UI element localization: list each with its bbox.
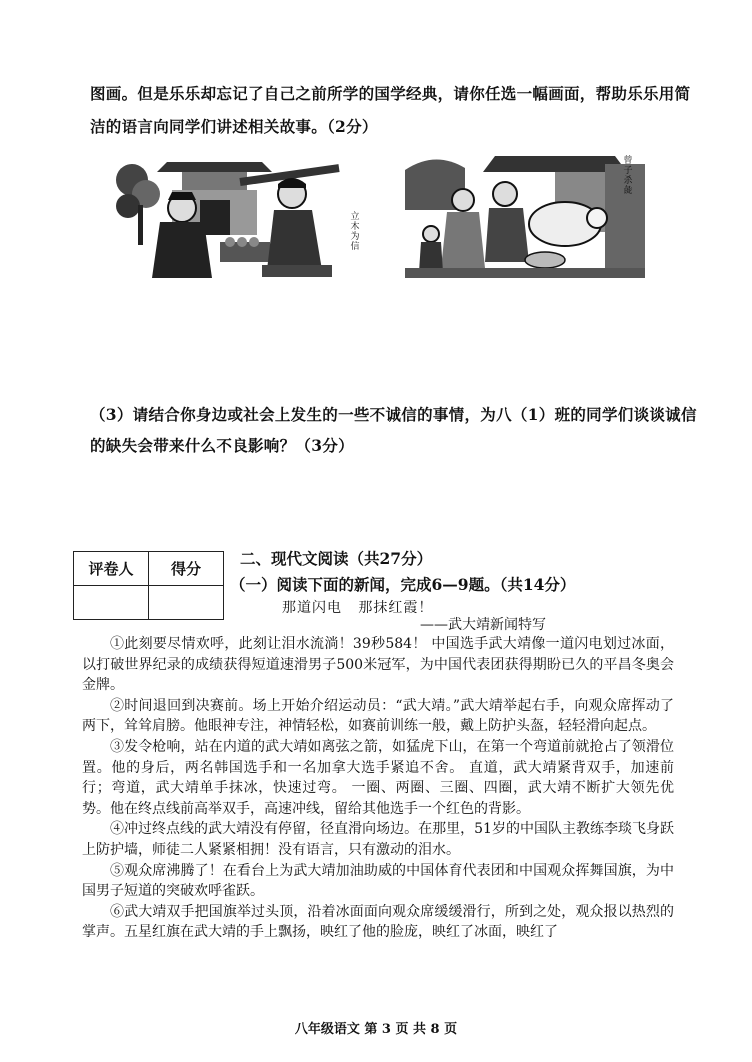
page-footer: 八年级语文 第 3 页 共 8 页: [294, 1022, 458, 1037]
paragraph-4: ④冲过终点线的武大靖没有停留，径直滑向场边。在那里，51岁的中国队主教练李琰飞身跃上防护墙，师徒二人紧紧相拥！没有语言，只有激动的泪水。: [82, 821, 674, 858]
left-image-caption: 立木为信: [350, 212, 360, 252]
paragraph-5: ⑤观众席沸腾了！在看台上为武大靖加油助威的中国体育代表团和中国观众挥舞国旗，为中国男子短道的突破欢呼雀跃。: [82, 862, 674, 900]
score-header: 得分: [149, 552, 224, 586]
news-subtitle: ——武大靖新闻特写: [420, 617, 546, 633]
news-article: [82, 634, 674, 943]
paragraph-3: ③发令枪响，站在内道的武大靖如离弦之箭，如猛虎下山，在第一个弯道前就抢占了领滑位置。他的身后，两名韩国选手和一名加拿大选手紧追不舍。 直道，武大靖紧背双手，加速前行；弯道，武大靖单手抹冰，快速过弯。 一圈、两圈、三圈、四圈，武大靖不断扩大领先优势。他在终点线前高举双手，高速冲线，留给其他选手一个红色的背影。: [82, 738, 674, 817]
news-title: 那道闪电 那抹红霞！: [282, 600, 434, 616]
section-title: 二、现代文阅读（共27分）: [240, 549, 433, 568]
right-image-caption: 曾子杀彘: [623, 156, 633, 196]
score-cell[interactable]: [149, 586, 224, 620]
paragraph-2: ②时间退回到决赛前。场上开始介绍运动员：“武大靖。”武大靖举起右手，向观众席挥动了两下，耸耸肩膀。他眼神专注，神情轻松，如赛前训练一般，戴上防护头盔，轻轻滑向起点。: [82, 697, 674, 735]
question-intro-line1: 图画。但是乐乐却忘记了自己之前所学的国学经典，请你任选一幅画面，帮助乐乐用简: [90, 84, 691, 103]
question-intro-line2: 洁的语言向同学们讲述相关故事。（2分）: [90, 117, 378, 136]
score-table: [73, 551, 224, 620]
illustration-zengzi-shazhi: [405, 150, 645, 278]
paragraph-1: ①此刻要尽情欢呼，此刻让泪水流淌！39秒584！ 中国选手武大靖像一道闪电划过冰面，以打破世界纪录的成绩获得短道速滑男子500米冠军，为中国代表团获得期盼已久的平昌冬奥会金牌。: [82, 636, 674, 694]
section-subtitle: （一）阅读下面的新闻，完成6—9题。（共14分）: [230, 575, 576, 594]
question3-line2: 的缺失会带来什么不良影响？（3分）: [90, 436, 354, 455]
paragraph-6: ⑥武大靖双手把国旗举过头顶，沿着冰面面向观众席缓缓滑行，所到之处，观众报以热烈的掌声。五星红旗在武大靖的手上飘扬，映红了他的脸庞，映红了冰面，映红了: [82, 903, 674, 941]
grader-header: 评卷人: [74, 552, 149, 586]
question3-line1: （3）请结合你身边或社会上发生的一些不诚信的事情，为八（1）班的同学们谈谈诚信: [90, 405, 697, 424]
grader-cell[interactable]: [74, 586, 149, 620]
illustration-lishi-muwei: [112, 150, 362, 280]
